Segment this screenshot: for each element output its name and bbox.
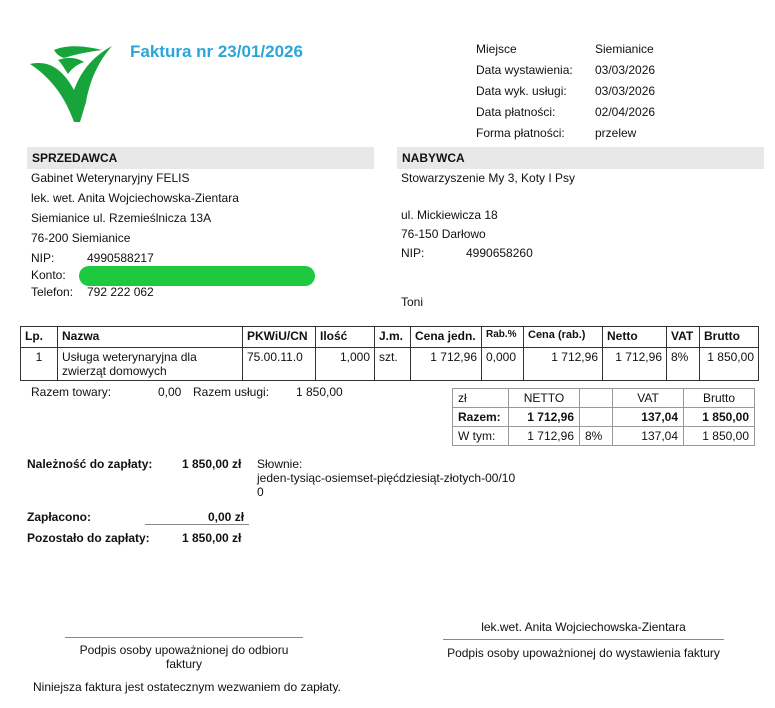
sum-incl-vat: 137,04 xyxy=(613,427,684,446)
sum-incl-rate: 8% xyxy=(580,427,613,446)
sum-vat-header: VAT xyxy=(613,389,684,408)
seller-nip-label: NIP: xyxy=(31,251,55,265)
goods-total: 0,00 xyxy=(158,385,182,399)
paid-amount: 0,00 zł xyxy=(208,510,245,524)
table-row xyxy=(21,348,759,381)
cell-discount: 0,000 xyxy=(482,348,524,381)
buyer-name: Stowarzyszenie My 3, Koty I Psy xyxy=(401,171,576,185)
goods-total-label: Razem towary: xyxy=(31,385,112,399)
seller-phone-label: Telefon: xyxy=(31,285,74,299)
col-net: Netto xyxy=(603,327,667,348)
meta-label: Forma płatności: xyxy=(476,126,565,140)
sum-incl-label: W tym: xyxy=(453,427,509,446)
col-gross: Brutto xyxy=(700,327,759,348)
cell-unit: szt. xyxy=(375,348,411,381)
sum-incl-net: 1 712,96 xyxy=(509,427,580,446)
meta-value: 03/03/2026 xyxy=(595,84,656,98)
col-lp: Lp. xyxy=(21,327,58,348)
cell-vat: 8% xyxy=(667,348,700,381)
receiver-signature-caption: Podpis osoby upoważnionej do odbioru faktury xyxy=(79,643,289,671)
summary-incl-row xyxy=(453,427,755,446)
seller-name: Gabinet Weterynaryjny FELIS xyxy=(31,171,190,185)
sum-total-label: Razem: xyxy=(453,408,509,427)
items-header-row xyxy=(21,327,759,348)
meta-label: Data wystawienia: xyxy=(476,63,573,77)
cell-price-disc: 1 712,96 xyxy=(524,348,603,381)
words-label: Słownie: xyxy=(257,457,303,471)
remaining-amount: 1 850,00 zł xyxy=(182,531,242,545)
paid-divider xyxy=(145,524,249,525)
col-price: Cena jedn. xyxy=(411,327,482,348)
seller-nip: 4990588217 xyxy=(87,251,154,265)
invoice-title: Faktura nr 23/01/2026 xyxy=(130,42,303,61)
remaining-label: Pozostało do zapłaty: xyxy=(27,531,150,545)
col-vat: VAT xyxy=(667,327,700,348)
buyer-nip: 4990658260 xyxy=(466,246,533,260)
meta-label: Miejsce xyxy=(476,42,517,56)
vet-logo xyxy=(28,40,118,126)
sum-total-net: 1 712,96 xyxy=(509,408,580,427)
cell-qty: 1,000 xyxy=(316,348,375,381)
services-total-label: Razem usługi: xyxy=(193,385,270,399)
amount-due: 1 850,00 zł xyxy=(182,457,242,471)
buyer-city: 76-150 Darłowo xyxy=(401,227,486,241)
seller-phone: 792 222 062 xyxy=(87,285,154,299)
meta-value: 03/03/2026 xyxy=(595,63,656,77)
services-total: 1 850,00 xyxy=(296,385,343,399)
cell-lp: 1 xyxy=(21,348,58,381)
sum-netto-header: NETTO xyxy=(509,389,580,408)
meta-label: Data wyk. usługi: xyxy=(476,84,567,98)
seller-heading: SPRZEDAWCA xyxy=(27,147,374,169)
seller-person: lek. wet. Anita Wojciechowska-Zientara xyxy=(31,191,239,205)
cell-pkwiu: 75.00.11.0 xyxy=(243,348,316,381)
meta-value: Siemianice xyxy=(595,42,654,56)
meta-value: przelew xyxy=(595,126,637,140)
summary-header-row xyxy=(453,389,755,408)
sum-rate-header xyxy=(580,389,613,408)
sum-incl-gross: 1 850,00 xyxy=(684,427,755,446)
issuer-signature-line xyxy=(443,639,724,640)
sum-total-gross: 1 850,00 xyxy=(684,408,755,427)
invoice-meta xyxy=(476,42,655,147)
buyer-contact: Toni xyxy=(401,295,424,309)
final-notice: Niniejsza faktura jest ostatecznym wezwaniem do zapłaty. xyxy=(33,680,341,694)
col-qty: Ilość xyxy=(316,327,375,348)
sum-total-rate xyxy=(580,408,613,427)
items-table xyxy=(20,326,759,381)
seller-konto-label: Konto: xyxy=(31,268,66,282)
col-price-disc: Cena (rab.) xyxy=(524,327,603,348)
meta-label: Data płatności: xyxy=(476,105,556,119)
cell-gross: 1 850,00 xyxy=(700,348,759,381)
seller-city: 76-200 Siemianice xyxy=(31,231,131,245)
cell-price: 1 712,96 xyxy=(411,348,482,381)
seller-street: Siemianice ul. Rzemieślnicza 13A xyxy=(31,211,212,225)
paid-label: Zapłacono: xyxy=(27,510,92,524)
sum-brutto-header: Brutto xyxy=(684,389,755,408)
redacted-account xyxy=(79,266,315,286)
receiver-signature-line xyxy=(65,637,303,638)
amount-due-label: Należność do zapłaty: xyxy=(27,457,153,471)
vat-summary-table xyxy=(452,388,755,446)
col-name: Nazwa xyxy=(58,327,243,348)
col-unit: J.m. xyxy=(375,327,411,348)
issuer-name: lek.wet. Anita Wojciechowska-Zientara xyxy=(481,620,686,634)
sum-total-vat: 137,04 xyxy=(613,408,684,427)
summary-total-row xyxy=(453,408,755,427)
buyer-heading: NABYWCA xyxy=(397,147,764,169)
issuer-signature-caption: Podpis osoby upoważnionej do wystawienia faktury xyxy=(447,646,720,660)
meta-value: 02/04/2026 xyxy=(595,105,656,119)
sum-currency: zł xyxy=(453,389,509,408)
amount-in-words: jeden-tysiąc-osiemset-pięćdziesiąt-złotych-00/100 xyxy=(257,471,516,499)
cell-name: Usługa weterynaryjna dla zwierząt domowych xyxy=(58,348,243,381)
buyer-nip-label: NIP: xyxy=(401,246,425,260)
buyer-street: ul. Mickiewicza 18 xyxy=(401,208,498,222)
cell-net: 1 712,96 xyxy=(603,348,667,381)
col-discount: Rab.% xyxy=(482,327,524,348)
col-pkwiu: PKWiU/CN xyxy=(243,327,316,348)
